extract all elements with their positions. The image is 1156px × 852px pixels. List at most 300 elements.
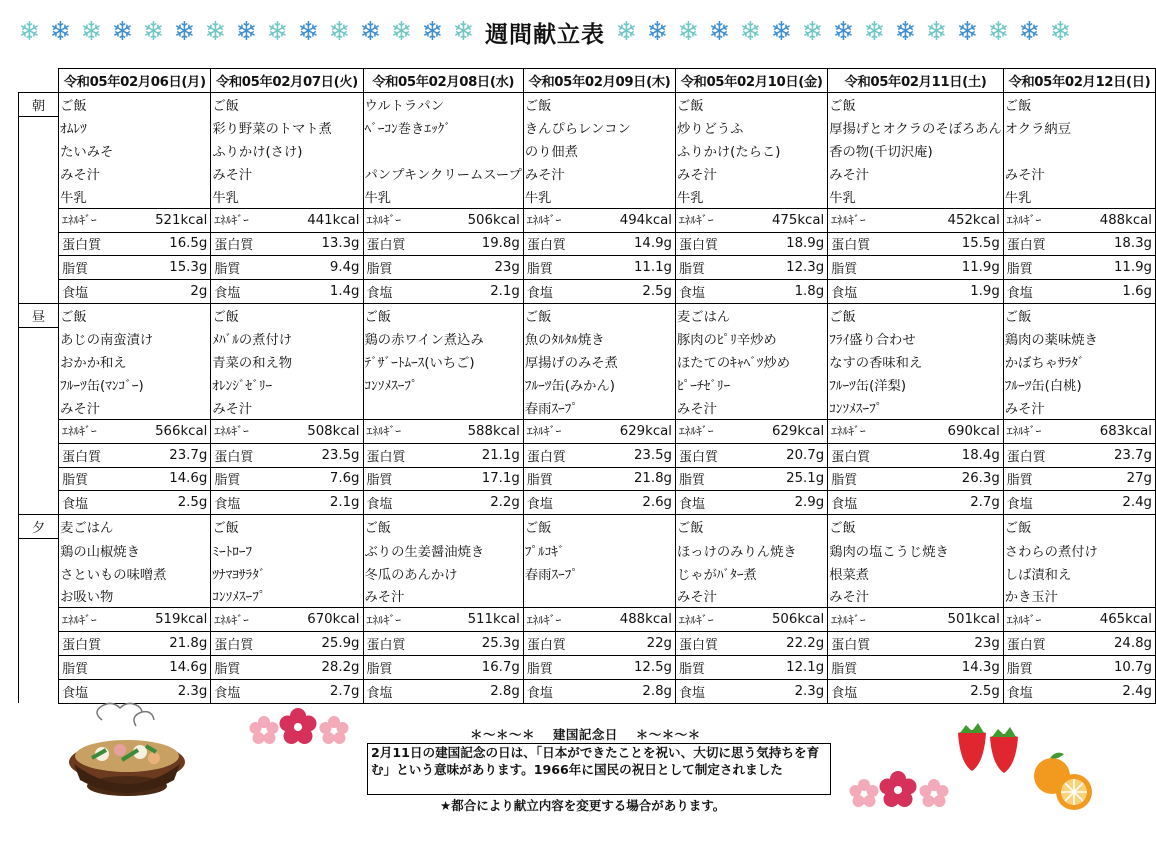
nutrition-pair (525, 280, 674, 303)
nutrition-cell (523, 491, 675, 515)
nutrient-value: 18.4g (961, 447, 1000, 463)
nutrition-row-salt (19, 280, 1156, 304)
nutrition-pair (829, 680, 1002, 703)
plum-blossom-icon (846, 770, 954, 814)
nutrition-pair (525, 632, 674, 655)
nutrient-label: 脂質 (1006, 661, 1033, 677)
meal-label-blank (19, 562, 59, 585)
nutrition-cell (523, 443, 675, 467)
nutrient-label: ｴﾈﾙｷﾞｰ (1006, 612, 1042, 627)
nutrient-value: 16.7g (481, 659, 520, 675)
dish-row (19, 303, 1156, 327)
nutrient-value: 475kcal (771, 212, 825, 228)
nutrient-label: ｴﾈﾙｷﾞｰ (526, 424, 562, 439)
nutrition-pair (365, 209, 522, 232)
nutrient-label: ｴﾈﾙｷﾞｰ (214, 424, 249, 439)
dish-cell: ｵﾑﾚﾂ (59, 116, 211, 139)
nutrition-pair (1005, 656, 1154, 679)
dish-row (19, 396, 1156, 419)
nutrition-cell (676, 256, 828, 280)
nutrition-cell (676, 679, 828, 703)
nutrient-value: 2.8g (642, 683, 672, 699)
nutrient-value: 23g (494, 260, 520, 276)
nutrient-label: 脂質 (526, 661, 553, 677)
nutrient-value: 15.5g (961, 236, 1000, 252)
nutrition-cell (523, 679, 675, 703)
nutrient-value: 11.9g (961, 260, 1000, 276)
nutrient-value: 488kcal (1099, 212, 1152, 228)
nutrient-value: 28.2g (321, 659, 360, 675)
nutrient-value: 21.8g (169, 636, 208, 652)
dish-cell: ご飯 (828, 92, 1004, 116)
meal-label-blank (19, 585, 59, 608)
page-title: 週間献立表 (485, 21, 605, 48)
dish-cell: みそ汁 (211, 162, 363, 185)
weekly-menu-table (18, 68, 1156, 704)
dish-cell: ﾌﾟﾙｺｷﾞ (523, 538, 675, 561)
nutrition-cell (1003, 280, 1155, 304)
dish-row (19, 327, 1156, 350)
dish-cell: 春雨ｽｰﾌﾟ (523, 562, 675, 585)
nutrient-value: 19.8g (481, 236, 520, 252)
meal-label: 夕 (19, 515, 59, 539)
dish-cell: ご飯 (59, 92, 211, 116)
dish-cell: ご飯 (1003, 92, 1155, 116)
dish-cell: ご飯 (828, 515, 1004, 539)
nutrient-value: 16.5g (169, 236, 208, 252)
dish-cell: のり佃煮 (523, 139, 675, 162)
nutrition-pair (1005, 680, 1154, 703)
nutrition-row-protein (19, 632, 1156, 656)
nutrient-label: 食塩 (1006, 286, 1033, 302)
dish-cell: ﾌﾗｲ盛り合わせ (828, 327, 1004, 350)
nutrient-value: 2.7g (329, 683, 360, 699)
dish-cell: ご飯 (363, 303, 523, 327)
dish-cell: ﾌﾙｰﾂ缶(洋梨) (828, 373, 1004, 396)
date-header: 令和05年02月06日(月) (59, 69, 211, 93)
nutrient-label: 脂質 (526, 473, 553, 489)
nutrient-value: 629kcal (619, 423, 672, 439)
dish-cell: ご飯 (211, 303, 363, 327)
dish-cell: 牛乳 (828, 185, 1004, 208)
dish-cell: 牛乳 (211, 185, 363, 208)
nutrition-cell (523, 419, 675, 443)
nutrition-cell (363, 655, 523, 679)
nutrition-row-fat (19, 655, 1156, 679)
dish-row (19, 92, 1156, 116)
dish-cell (523, 585, 675, 608)
dish-row (19, 538, 1156, 561)
snowflake-icon: ❄ (677, 16, 700, 47)
nutrition-pair (1005, 468, 1154, 491)
nutrition-cell (523, 655, 675, 679)
nutrition-pair (212, 468, 361, 491)
meal-label-blank (19, 256, 59, 280)
dish-cell: みそ汁 (676, 396, 828, 419)
nutrient-value: 2.4g (1122, 495, 1152, 511)
nutrition-pair (829, 256, 1002, 279)
dish-row (19, 116, 1156, 139)
nutrient-value: 2.3g (177, 683, 208, 699)
dish-cell: ご飯 (59, 303, 211, 327)
nutrition-pair (60, 656, 209, 679)
nutrient-value: 26.3g (961, 471, 1000, 487)
nutrient-label: 食塩 (526, 286, 553, 302)
nutrition-cell (59, 419, 211, 443)
snowflake-icon: ❄ (142, 16, 165, 47)
dish-cell: ご飯 (523, 92, 675, 116)
nutrient-label: 蛋白質 (831, 449, 871, 465)
meal-label-blank (19, 467, 59, 491)
nutrition-pair (60, 280, 209, 303)
nutrient-value: 14.3g (961, 659, 1000, 675)
nutrient-value: 521kcal (155, 212, 208, 228)
nutrient-label: ｴﾈﾙｷﾞｰ (526, 612, 562, 627)
snowflake-icon: ❄ (956, 16, 979, 47)
nutrient-label: 脂質 (214, 473, 241, 489)
nutrition-cell (59, 491, 211, 515)
dish-cell: ウルトラパン (363, 92, 523, 116)
dish-cell: ﾋﾟｰﾁｾﾞﾘｰ (676, 373, 828, 396)
nutrition-cell (676, 280, 828, 304)
snowflake-icon: ❄ (708, 16, 731, 47)
nutrition-cell (211, 232, 363, 256)
dish-cell: 牛乳 (523, 185, 675, 208)
nutrition-cell (363, 608, 523, 632)
nutrition-pair (829, 209, 1002, 232)
dish-cell: ご飯 (676, 515, 828, 539)
meal-label-blank (19, 655, 59, 679)
dish-cell: 彩り野菜のトマト煮 (211, 116, 363, 139)
dish-row (19, 562, 1156, 585)
nabe-hotpot-icon (62, 700, 192, 806)
nutrition-cell (523, 256, 675, 280)
nutrient-value: 17.1g (481, 471, 520, 487)
nutrition-cell (676, 491, 828, 515)
nutrition-cell (828, 208, 1004, 232)
nutrition-row-salt (19, 491, 1156, 515)
nutrient-label: ｴﾈﾙｷﾞｰ (1006, 213, 1042, 228)
nutrition-cell (59, 208, 211, 232)
nutrient-label: ｴﾈﾙｷﾞｰ (366, 213, 401, 228)
dish-row (19, 162, 1156, 185)
nutrient-value: 18.3g (1113, 236, 1152, 252)
date-header-row (19, 69, 1156, 93)
nutrient-label: 蛋白質 (62, 238, 102, 254)
snowflake-row-right (611, 17, 1076, 48)
meal-label-blank (19, 608, 59, 632)
nutrient-value: 1.8g (794, 284, 825, 300)
nutrient-label: 脂質 (679, 262, 706, 278)
dish-row (19, 515, 1156, 539)
snowflake-icon: ❄ (925, 16, 948, 47)
nutrition-cell (1003, 655, 1155, 679)
note-box: 2月11日の建国記念の日は、「日本ができたことを祝い、大切に思う気持ちを育む」という意味があります。1966年に国民の祝日として制定されました (367, 743, 831, 795)
nutrition-row-fat (19, 256, 1156, 280)
nutrition-pair (212, 491, 361, 514)
nutrition-cell (828, 443, 1004, 467)
snowflake-icon: ❄ (18, 16, 41, 47)
nutrition-cell (363, 208, 523, 232)
nutrition-cell (828, 491, 1004, 515)
nutrient-label: 蛋白質 (366, 449, 406, 465)
nutrition-cell (59, 443, 211, 467)
nutrient-label: ｴﾈﾙｷﾞｰ (831, 213, 866, 228)
nutrition-cell (363, 467, 523, 491)
dish-cell: ご飯 (676, 92, 828, 116)
nutrition-pair (829, 608, 1002, 631)
nutrition-row-protein (19, 232, 1156, 256)
nutrient-label: 脂質 (62, 661, 89, 677)
nutrient-label: 食塩 (526, 685, 553, 701)
nutrient-label: 脂質 (62, 473, 89, 489)
nutrition-pair (1005, 233, 1154, 256)
snowflake-icon: ❄ (770, 16, 793, 47)
nutrition-cell (1003, 419, 1155, 443)
nutrient-value: 2.2g (490, 495, 520, 511)
nutrition-cell (676, 655, 828, 679)
nutrient-value: 23.5g (633, 447, 672, 463)
dish-cell: 牛乳 (59, 185, 211, 208)
nutrition-cell (828, 608, 1004, 632)
nutrition-pair (1005, 256, 1154, 279)
nutrient-label: ｴﾈﾙｷﾞｰ (679, 213, 714, 228)
dish-cell: なすの香味和え (828, 351, 1004, 374)
nutrient-value: 25.9g (321, 636, 360, 652)
nutrition-cell (1003, 256, 1155, 280)
nutrient-label: ｴﾈﾙｷﾞｰ (1006, 424, 1042, 439)
nutrition-pair (212, 256, 361, 279)
dish-cell: 鶏の山椒焼き (59, 538, 211, 561)
nutrient-label: 食塩 (1006, 497, 1033, 513)
nutrient-value: 511kcal (467, 612, 520, 628)
nutrition-pair (677, 608, 826, 631)
date-header: 令和05年02月07日(火) (211, 69, 363, 93)
dish-cell: 鶏肉の塩こうじ焼き (828, 538, 1004, 561)
dish-cell: ｵﾚﾝｼﾞｾﾞﾘｰ (211, 373, 363, 396)
nutrient-label: 食塩 (62, 497, 89, 513)
nutrient-label: ｴﾈﾙｷﾞｰ (526, 213, 562, 228)
nutrient-value: 23.7g (1113, 447, 1152, 463)
nutrient-value: 566kcal (155, 423, 208, 439)
nutrient-label: 食塩 (526, 497, 553, 513)
nutrient-value: 2.5g (177, 495, 208, 511)
nutrition-pair (525, 420, 674, 443)
nutrition-pair (365, 491, 522, 514)
meal-label-blank (19, 280, 59, 304)
nutrition-cell (676, 232, 828, 256)
date-header: 令和05年02月09日(木) (523, 69, 675, 93)
nutrient-label: 蛋白質 (1006, 449, 1046, 465)
dish-cell: たいみそ (59, 139, 211, 162)
dish-cell: さといもの味噌煮 (59, 562, 211, 585)
dish-cell: さわらの煮付け (1003, 538, 1155, 561)
dish-cell: あじの南蛮漬け (59, 327, 211, 350)
nutrient-label: 食塩 (62, 685, 89, 701)
strawberry-icon (952, 715, 1024, 775)
dish-cell: 麦ごはん (59, 515, 211, 539)
nutrient-label: ｴﾈﾙｷﾞｰ (831, 424, 866, 439)
snowflake-icon: ❄ (235, 16, 258, 47)
nutrition-cell (59, 256, 211, 280)
note-heading: ＊～＊～＊ 建国記念日 ＊～＊～＊ (470, 727, 701, 742)
meal-label-blank (19, 351, 59, 374)
nutrition-pair (677, 233, 826, 256)
dish-cell: 炒りどうふ (676, 116, 828, 139)
nutrition-cell (363, 280, 523, 304)
dish-cell: ご飯 (523, 303, 675, 327)
nutrition-pair (829, 656, 1002, 679)
nutrient-value: 2.8g (490, 683, 520, 699)
snowflake-icon: ❄ (266, 16, 289, 47)
nutrient-label: 脂質 (62, 262, 89, 278)
dish-cell: 春雨ｽｰﾌﾟ (523, 396, 675, 419)
dish-row (19, 585, 1156, 608)
dish-cell: 魚のﾀﾙﾀﾙ焼き (523, 327, 675, 350)
nutrition-pair (60, 491, 209, 514)
dish-cell: ほっけのみりん焼き (676, 538, 828, 561)
nutrient-label: 蛋白質 (214, 449, 254, 465)
meal-label-blank (19, 396, 59, 419)
nutrition-pair (677, 256, 826, 279)
dish-cell: かき玉汁 (1003, 585, 1155, 608)
nutrition-pair (525, 468, 674, 491)
nutrient-value: 21.1g (481, 447, 520, 463)
nutrient-value: 18.9g (786, 236, 825, 252)
nutrition-cell (523, 232, 675, 256)
nutrient-label: ｴﾈﾙｷﾞｰ (214, 612, 249, 627)
dish-cell: みそ汁 (1003, 396, 1155, 419)
nutrient-value: 2.9g (794, 495, 825, 511)
nutrient-label: 食塩 (831, 685, 858, 701)
meal-label-blank (19, 327, 59, 350)
nutrition-pair (677, 444, 826, 467)
nutrition-cell (211, 608, 363, 632)
meal-label-blank (19, 632, 59, 656)
nutrient-value: 23.5g (321, 447, 360, 463)
nutrient-value: 25.3g (481, 636, 520, 652)
meal-label-blank (19, 538, 59, 561)
dish-cell: ﾌﾙｰﾂ缶(白桃) (1003, 373, 1155, 396)
nutrient-value: 465kcal (1099, 612, 1152, 628)
dish-cell: ﾐｰﾄﾛｰﾌ (211, 538, 363, 561)
dish-cell: 冬瓜のあんかけ (363, 562, 523, 585)
dish-cell: ｺﾝｿﾒｽｰﾌﾟ (363, 373, 523, 396)
meal-label-blank (19, 419, 59, 443)
nutrition-cell (828, 232, 1004, 256)
dish-cell (1003, 139, 1155, 162)
nutrient-label: ｴﾈﾙｷﾞｰ (62, 612, 97, 627)
nutrition-pair (829, 468, 1002, 491)
nutrition-pair (525, 656, 674, 679)
nutrition-pair (677, 632, 826, 655)
nutrition-cell (828, 256, 1004, 280)
nutrient-value: 14.6g (169, 659, 208, 675)
nutrient-label: 蛋白質 (679, 449, 719, 465)
nutrient-label: 食塩 (831, 286, 858, 302)
nutrient-value: 13.3g (321, 236, 360, 252)
nutrition-pair (212, 420, 361, 443)
nutrition-cell (59, 632, 211, 656)
title-bar (14, 12, 1144, 52)
nutrition-cell (828, 280, 1004, 304)
nutrient-label: 蛋白質 (62, 638, 102, 654)
nutrition-pair (212, 608, 361, 631)
snowflake-icon: ❄ (1049, 16, 1072, 47)
dish-cell: 香の物(千切沢庵) (828, 139, 1004, 162)
nutrition-cell (211, 679, 363, 703)
nutrient-label: 蛋白質 (526, 238, 566, 254)
nutrient-value: 14.9g (633, 236, 672, 252)
nutrient-label: 蛋白質 (1006, 238, 1046, 254)
dish-cell: みそ汁 (59, 396, 211, 419)
nutrient-label: 脂質 (526, 262, 553, 278)
nutrient-label: 食塩 (366, 286, 393, 302)
nutrition-pair (212, 680, 361, 703)
nutrition-cell (211, 655, 363, 679)
nutrient-label: ｴﾈﾙｷﾞｰ (366, 612, 401, 627)
snowflake-icon: ❄ (452, 16, 475, 47)
nutrition-cell (523, 608, 675, 632)
plum-blossom-icon (246, 707, 354, 751)
nutrient-value: 23.7g (169, 447, 208, 463)
nutrient-value: 452kcal (947, 212, 1000, 228)
dish-cell: 厚揚げのみそ煮 (523, 351, 675, 374)
snowflake-icon: ❄ (359, 16, 382, 47)
nutrition-cell (363, 232, 523, 256)
nutrient-value: 1.4g (329, 284, 360, 300)
nutrient-label: 脂質 (831, 661, 858, 677)
nutrition-cell (363, 491, 523, 515)
nutrient-label: ｴﾈﾙｷﾞｰ (831, 612, 866, 627)
nutrition-pair (829, 491, 1002, 514)
dish-cell: じゃがﾊﾞﾀｰ煮 (676, 562, 828, 585)
dish-cell: かぼちゃｻﾗﾀﾞ (1003, 351, 1155, 374)
nutrient-value: 22g (646, 636, 672, 652)
dish-cell: ﾂﾅﾏﾖｻﾗﾀﾞ (211, 562, 363, 585)
nutrition-pair (60, 420, 209, 443)
dish-cell: 青菜の和え物 (211, 351, 363, 374)
nutrient-value: 25.1g (786, 471, 825, 487)
dish-cell: ご飯 (523, 515, 675, 539)
nutrient-label: 脂質 (679, 473, 706, 489)
nutrition-cell (211, 632, 363, 656)
nutrition-cell (59, 232, 211, 256)
meal-label-blank (19, 185, 59, 208)
nutrient-value: 20.7g (786, 447, 825, 463)
nutrient-value: 7.6g (329, 471, 360, 487)
nutrient-label: 食塩 (366, 497, 393, 513)
nutrient-value: 690kcal (947, 423, 1000, 439)
nutrient-value: 488kcal (619, 612, 672, 628)
nutrition-cell (211, 467, 363, 491)
dish-cell: ぶりの生姜醤油焼き (363, 538, 523, 561)
nutrient-label: 脂質 (1006, 473, 1033, 489)
nutrition-pair (212, 280, 361, 303)
nutrition-cell (676, 419, 828, 443)
nutrition-pair (1005, 420, 1154, 443)
nutrition-pair (677, 680, 826, 703)
dish-cell: ふりかけ(さけ) (211, 139, 363, 162)
dish-cell: しば漬和え (1003, 562, 1155, 585)
nutrient-value: 27g (1126, 471, 1152, 487)
nutrition-pair (525, 680, 674, 703)
nutrition-cell (676, 443, 828, 467)
nutrition-pair (365, 256, 522, 279)
nutrient-label: 蛋白質 (679, 238, 719, 254)
nutrient-label: 食塩 (214, 685, 241, 701)
snowflake-icon: ❄ (173, 16, 196, 47)
